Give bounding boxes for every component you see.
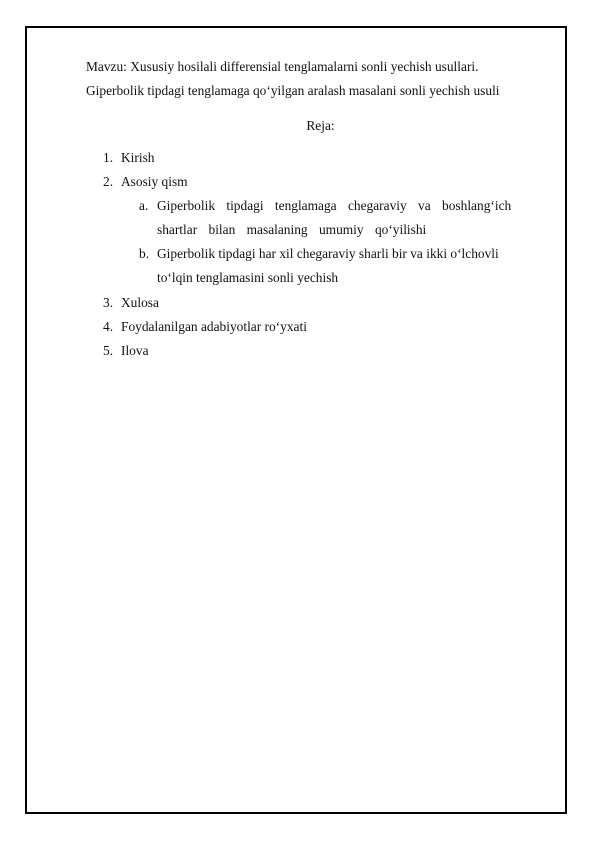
- list-item-number: 2.: [103, 174, 114, 189]
- list-item-number: 1.: [103, 150, 114, 165]
- sub-list-item-text-line-1: Giperbolik tipdagi har xil chegaraviy sharli bir va ikki o‘lchovli: [157, 246, 499, 261]
- list-item-text: Foydalanilgan adabiyotlar ro‘yxati: [121, 319, 307, 334]
- sub-list-item-letter: b.: [139, 246, 150, 261]
- sub-list-item-text-line-2: to‘lqin tenglamasini sonli yechish: [157, 270, 339, 285]
- list-item-text: Asosiy qism: [121, 174, 188, 189]
- sub-list-item-text-line-1: Giperbolik tipdagi tenglamaga chegaraviy va boshlang‘ich: [157, 198, 512, 213]
- list-item-text: Xulosa: [121, 295, 159, 310]
- plan-heading: Reja:: [306, 118, 335, 133]
- list-item-text: Kirish: [121, 150, 155, 165]
- sub-list-item-letter: a.: [139, 198, 149, 213]
- list-item-text: Ilova: [121, 343, 149, 358]
- list-item-number: 4.: [103, 319, 114, 334]
- topic-title-line-2: Giperbolik tipdagi tenglamaga qo‘yilgan aralash masalani sonli yechish usuli: [86, 83, 500, 98]
- list-item-number: 5.: [103, 343, 114, 358]
- topic-title-line-1: Mavzu: Xususiy hosilali differensial tenglamalarni sonli yechish usullari.: [86, 59, 479, 74]
- page-border: [25, 26, 567, 814]
- list-item-number: 3.: [103, 295, 114, 310]
- sub-list-item-text-line-2: shartlar bilan masalaning umumiy qo‘yilishi: [157, 222, 427, 237]
